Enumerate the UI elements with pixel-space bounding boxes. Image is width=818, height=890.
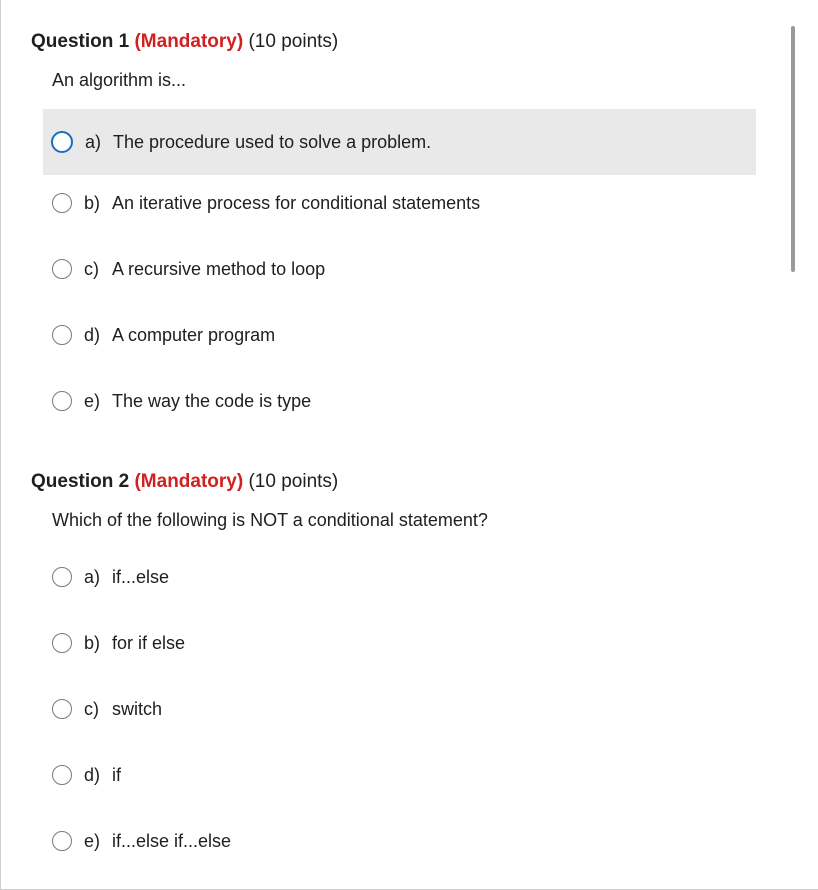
question-2-header xyxy=(31,471,338,493)
option-text: if...else if...else xyxy=(112,830,232,851)
option-text: for if else xyxy=(112,632,186,653)
question-2-prompt: Which of the following is NOT a conditional statement? xyxy=(52,510,488,530)
option-letter: e) xyxy=(84,830,101,851)
option-text: if xyxy=(112,764,121,785)
option-text: switch xyxy=(112,698,163,719)
option-text: A computer program xyxy=(112,324,276,345)
question-2-option-e[interactable] xyxy=(43,808,756,874)
question-1-option-c[interactable] xyxy=(43,236,756,302)
question-1-option-b[interactable] xyxy=(43,170,756,236)
option-letter: c) xyxy=(84,698,99,719)
radio-button-icon[interactable] xyxy=(52,567,72,587)
option-letter: c) xyxy=(84,258,99,279)
question-2-option-a[interactable] xyxy=(43,544,756,610)
radio-button-icon[interactable] xyxy=(52,193,72,213)
option-text: The procedure used to solve a problem. xyxy=(113,131,432,152)
option-letter: a) xyxy=(84,566,101,587)
option-letter: d) xyxy=(84,764,101,785)
radio-button-icon[interactable] xyxy=(52,325,72,345)
radio-button-icon[interactable] xyxy=(51,131,73,153)
option-letter: a) xyxy=(85,131,102,152)
radio-button-icon[interactable] xyxy=(52,633,72,653)
question-1-prompt: An algorithm is... xyxy=(52,70,187,90)
radio-button-icon[interactable] xyxy=(52,831,72,851)
option-text: The way the code is type xyxy=(112,390,312,411)
question-1-points: (10 points) xyxy=(248,31,339,52)
option-text: An iterative process for conditional statements xyxy=(112,192,481,213)
radio-button-icon[interactable] xyxy=(52,765,72,785)
option-letter: b) xyxy=(84,632,101,653)
question-2-points: (10 points) xyxy=(248,471,339,492)
question-1-option-a[interactable] xyxy=(43,109,756,175)
radio-button-icon[interactable] xyxy=(52,391,72,411)
option-letter: b) xyxy=(84,192,101,213)
radio-button-icon[interactable] xyxy=(52,259,72,279)
option-letter: d) xyxy=(84,324,101,345)
question-1-option-d[interactable] xyxy=(43,302,756,368)
question-1-mandatory-label: (Mandatory) xyxy=(134,31,244,52)
question-1-title: Question 1 xyxy=(31,31,130,52)
question-2-mandatory-label: (Mandatory) xyxy=(134,471,244,492)
option-text: A recursive method to loop xyxy=(112,258,326,279)
question-1-header xyxy=(31,31,338,53)
vertical-scrollbar-thumb[interactable] xyxy=(791,26,795,272)
question-2-title: Question 2 xyxy=(31,471,130,492)
question-1-option-e[interactable] xyxy=(43,368,756,434)
radio-button-icon[interactable] xyxy=(52,699,72,719)
option-text: if...else xyxy=(112,566,170,587)
option-letter: e) xyxy=(84,390,101,411)
question-2-option-d[interactable] xyxy=(43,742,756,808)
question-2-option-b[interactable] xyxy=(43,610,756,676)
question-2-option-c[interactable] xyxy=(43,676,756,742)
